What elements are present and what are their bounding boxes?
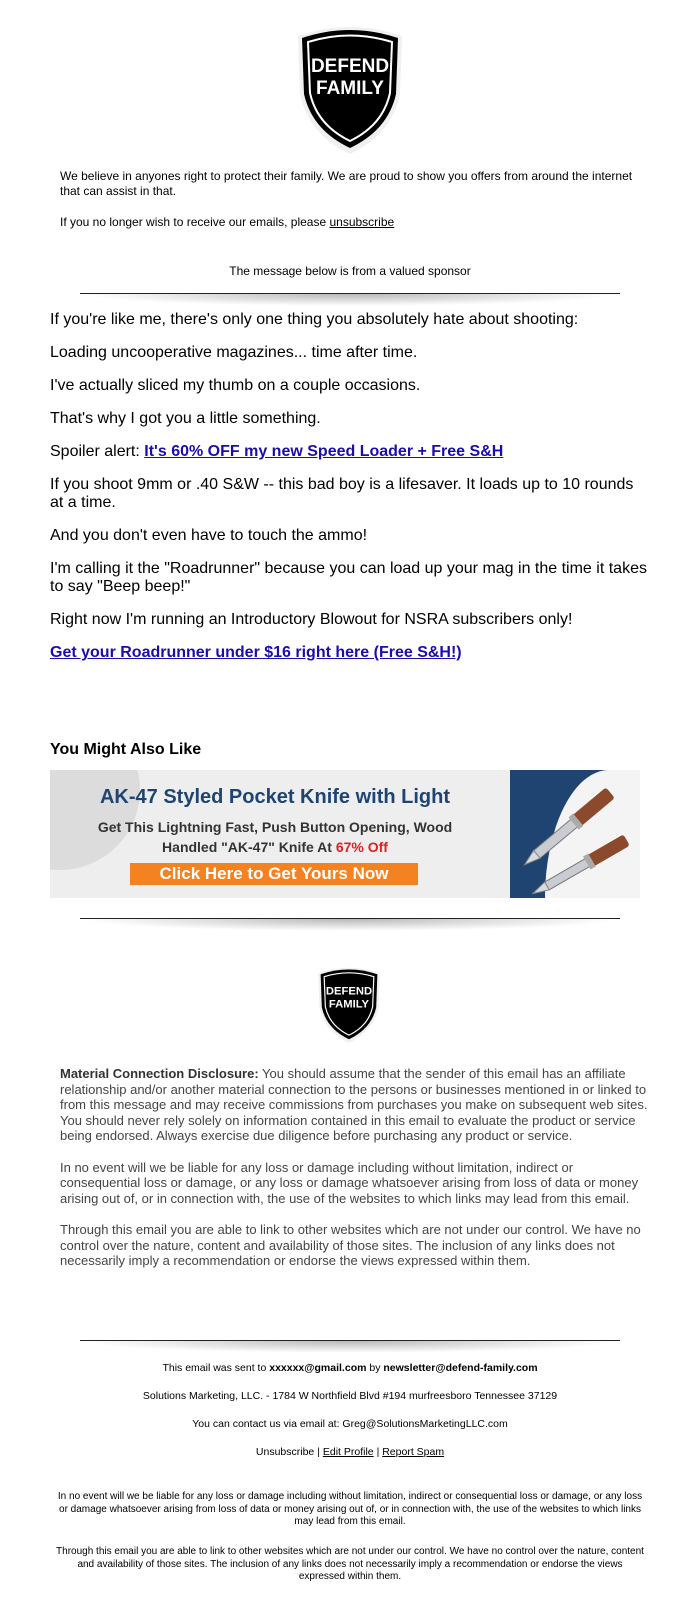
material-disclosure: Material Connection Disclosure: You should assume that the sender of this email has an affiliate relationship and/or another material connection to the persons or businesses mentioned in or linked to from this message and may receive commissions from purchases you make on subsequent web sites. You should never rely solely on information contained in this email to evaluate the product or service being endorsed. Always exercise due diligence before purchasing any product or service. — [60, 1066, 648, 1143]
banner-cta-button[interactable]: Click Here to Get Yours Now — [130, 863, 418, 885]
related-heading: You Might Also Like — [50, 741, 202, 758]
footer-links: Unsubscribe | Edit Profile | Report Spam — [255, 1446, 445, 1458]
sponsor-note: The message below is from a valued sponsor — [229, 264, 471, 278]
external-links-notice: Through this email you are able to link to other websites which are not under our control. We have no control over the nature, content and availability of those sites. The inclusion of any links does not necessarily imply a recommendation or endorse the views expressed within them. — [60, 1222, 641, 1268]
banner-subtitle: Get This Lightning Fast, Push Button Opening, Wood Handled "AK-47" Knife At 67% Off — [97, 819, 453, 855]
logo-text-bottom: FAMILY — [316, 78, 384, 99]
divider — [80, 1340, 620, 1356]
recipient-email: xxxxxx@gmail.com — [269, 1362, 367, 1374]
liability-notice: In no event will we be liable for any loss or damage including without limitation, indirect or consequential loss or damage, or any loss or damage whatsoever arising from loss of data or money arising out of, or in connection with, the use of the websites to which links may lead from this email. — [60, 1159, 639, 1206]
message-p1: If you're like me, there's only one thing you absolutely hate about shooting: — [50, 311, 579, 328]
message-p2: Loading uncooperative magazines... time after time. — [50, 344, 418, 361]
unsubscribe-link[interactable]: unsubscribe — [329, 215, 395, 229]
roadrunner-link[interactable]: Get your Roadrunner under $16 right here (Free S&H!) — [50, 644, 462, 661]
edit-profile-link[interactable]: Edit Profile — [322, 1446, 374, 1458]
logo-text-top: DEFEND — [325, 985, 373, 998]
logo-text-bottom: FAMILY — [328, 998, 370, 1011]
report-spam-link[interactable]: Report Spam — [382, 1446, 445, 1458]
message-p4: That's why I got you a little something. — [50, 410, 321, 427]
message-p8: I'm calling it the "Roadrunner" because you can load up your mag in the time it takes to say "Beep beep!" — [50, 560, 647, 595]
fine-print-liability: In no event will we be liable for any loss or damage including without limitation, indirect or consequential loss or damage, or any loss or damage whatsoever arising from loss of data or money arising out of, or in connection with, the use of the websites to which links may lead from this email. — [57, 1491, 643, 1527]
pocket-knife-icon — [512, 774, 640, 894]
message-p7: And you don't even have to touch the ammo! — [50, 527, 368, 544]
logo-text-top: DEFEND — [310, 56, 390, 77]
message-p5: Spoiler alert: It's 60% OFF my new Speed Loader + Free S&H — [50, 443, 504, 460]
sent-to-line: This email was sent to xxxxxx@gmail.com by newsletter@defend-family.com — [162, 1362, 538, 1374]
divider — [80, 293, 620, 309]
message-p9: Right now I'm running an Introductory Blowout for NSRA subscribers only! — [50, 611, 573, 628]
postal-address: Solutions Marketing, LLC. - 1784 W Northfield Blvd #194 murfreesboro Tennessee 37129 — [142, 1390, 558, 1402]
message-cta — [50, 644, 650, 662]
knife-banner-ad[interactable] — [50, 770, 640, 898]
fine-print-external: Through this email you are able to link to other websites which are not under our control. We have no control over the nature, content and availability of those sites. The inclusion of any links does not necessarily imply a recommendation or endorse the views expressed within them. — [56, 1546, 644, 1582]
banner-discount: 67% Off — [335, 839, 388, 855]
speed-loader-link[interactable]: It's 60% OFF my new Speed Loader + Free S&H — [144, 443, 504, 460]
footer-unsubscribe-link[interactable]: Unsubscribe — [255, 1446, 315, 1458]
defend-family-logo — [314, 966, 384, 1044]
disclosure-section — [60, 1066, 650, 1285]
intro-text: We believe in anyones right to protect their family. We are proud to show you offers from around the internet that can assist in that. — [60, 169, 633, 198]
divider — [80, 918, 620, 934]
sender-email: newsletter@defend-family.com — [383, 1362, 538, 1374]
banner-title: AK-47 Styled Pocket Knife with Light — [99, 786, 451, 808]
message-p6: If you shoot 9mm or .40 S&W -- this bad boy is a lifesaver. It loads up to 10 rounds at a time. — [50, 476, 634, 511]
contact-line: You can contact us via email at: Greg@SolutionsMarketingLLC.com — [192, 1418, 508, 1430]
message-p3: I've actually sliced my thumb on a couple occasions. — [50, 377, 421, 394]
defend-family-logo — [292, 24, 408, 156]
unsubscribe-line: If you no longer wish to receive our emails, please unsubscribe — [60, 215, 395, 229]
